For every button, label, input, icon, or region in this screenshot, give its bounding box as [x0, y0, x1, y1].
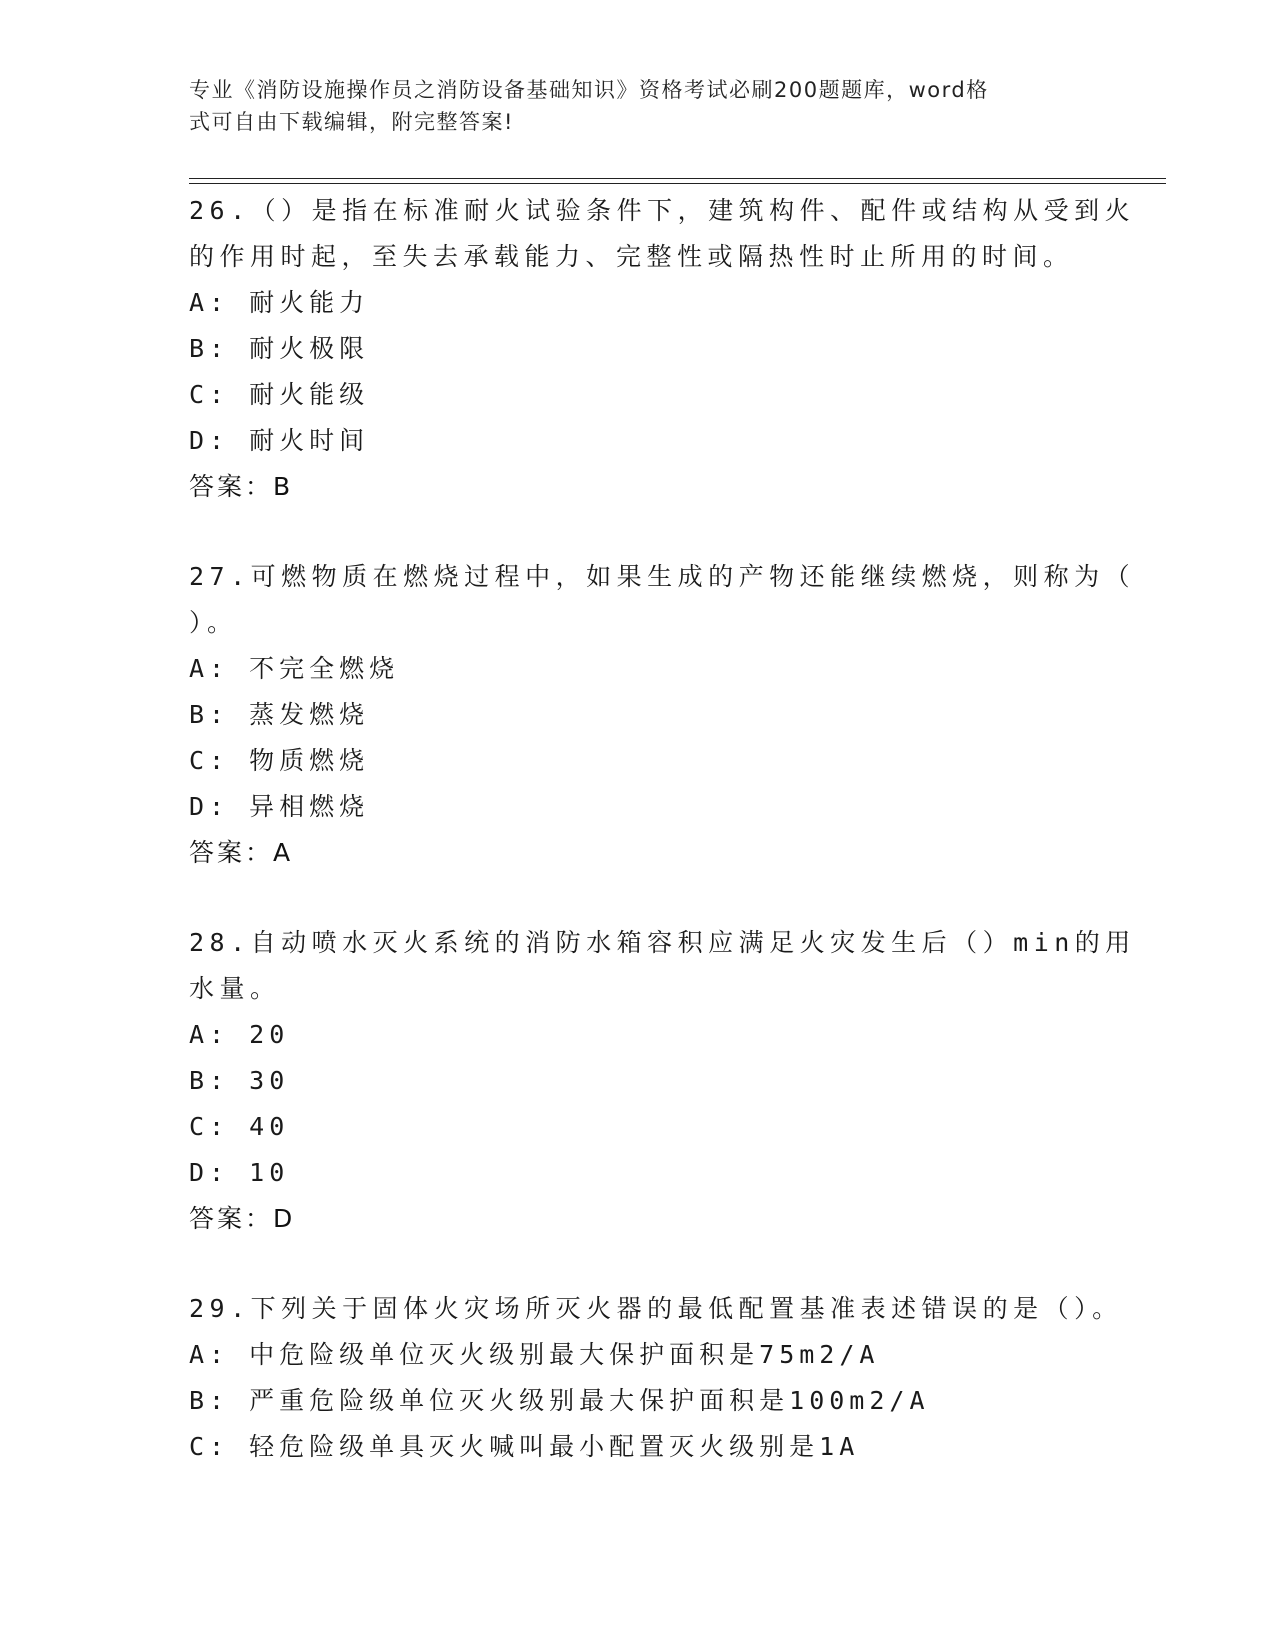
option-a: A: 中危险级单位灭火级别最大保护面积是75m2/A	[189, 1340, 880, 1369]
question-stem-line: ）。	[189, 608, 238, 637]
question-29	[189, 1286, 1129, 1470]
question-stem	[189, 188, 1136, 280]
question-28	[189, 920, 1136, 1242]
header-title-line-1: 专业《消防设施操作员之消防设备基础知识》资格考试必刷200题题库，word格	[189, 78, 989, 102]
question-27	[189, 554, 1136, 876]
option-a: A: 耐火能力	[189, 288, 370, 317]
answer-line: 答案：D	[189, 1204, 296, 1233]
question-26	[189, 188, 1136, 510]
option-a: A: 20	[189, 1020, 290, 1049]
option-c: C: 物质燃烧	[189, 746, 370, 775]
question-stem-line: 水量。	[189, 974, 281, 1003]
option-b: B: 耐火极限	[189, 334, 370, 363]
option-d: D: 耐火时间	[189, 426, 370, 455]
option-d: D: 10	[189, 1158, 290, 1187]
header-title-line-2: 式可自由下载编辑，附完整答案!	[189, 110, 514, 134]
option-a: A: 不完全燃烧	[189, 654, 400, 683]
option-c: C: 耐火能级	[189, 380, 370, 409]
option-b: B: 严重危险级单位灭火级别最大保护面积是100m2/A	[189, 1386, 930, 1415]
question-stem-line: 29.下列关于固体火灾场所灭火器的最低配置基准表述错误的是（）。	[189, 1294, 1123, 1323]
header-divider-top	[189, 178, 1166, 179]
document-header	[189, 74, 1089, 138]
question-stem	[189, 554, 1136, 646]
answer-line: 答案：B	[189, 472, 294, 501]
answer-line: 答案：A	[189, 838, 294, 867]
question-stem	[189, 1286, 1129, 1332]
question-stem	[189, 920, 1136, 1012]
question-stem-line: 27.可燃物质在燃烧过程中，如果生成的产物还能继续燃烧，则称为（	[189, 562, 1136, 591]
option-b: B: 30	[189, 1066, 290, 1095]
option-b: B: 蒸发燃烧	[189, 700, 370, 729]
question-stem-line: 28.自动喷水灭火系统的消防水箱容积应满足火灾发生后（）min的用	[189, 928, 1136, 957]
question-stem-line: 26.（）是指在标准耐火试验条件下，建筑构件、配件或结构从受到火	[189, 196, 1136, 225]
question-list	[189, 188, 1136, 1514]
option-c: C: 轻危险级单具灭火喊叫最小配置灭火级别是1A	[189, 1432, 860, 1461]
question-stem-line: 的作用时起，至失去承载能力、完整性或隔热性时止所用的时间。	[189, 242, 1074, 271]
option-c: C: 40	[189, 1112, 290, 1141]
header-divider-bottom	[189, 183, 1166, 184]
option-d: D: 异相燃烧	[189, 792, 370, 821]
